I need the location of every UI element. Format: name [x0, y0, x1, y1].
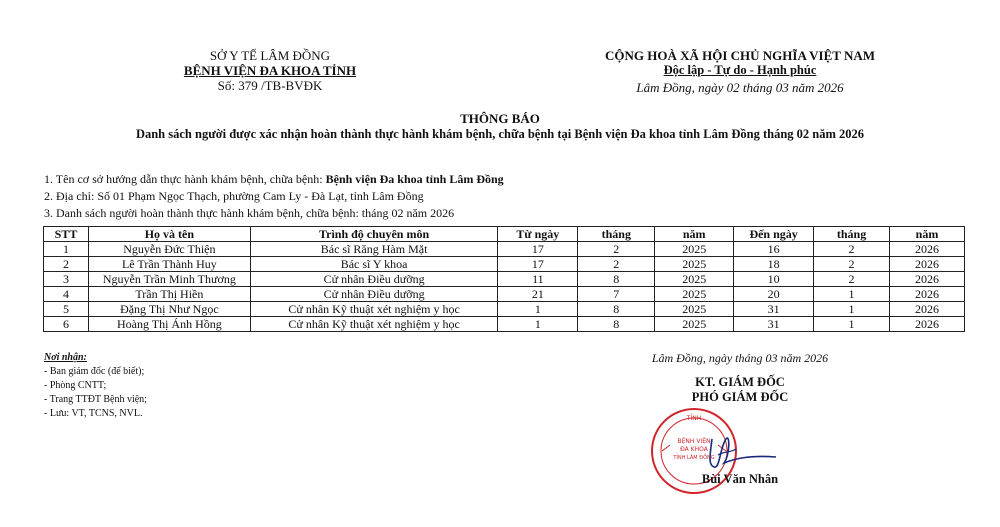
table-row — [44, 302, 965, 317]
table-cell: 2 — [578, 242, 655, 257]
table-cell: Cử nhân Điều dưỡng — [250, 287, 498, 302]
stamp-line-3: TỈNH LÂM ĐỒNG — [673, 455, 715, 461]
column-header: năm — [655, 227, 734, 242]
recipient-item: - Lưu: VT, TCNS, NVL. — [44, 408, 143, 419]
stamp-line-2: ĐA KHOA — [680, 446, 708, 453]
stamp-line-1: BỆNH VIỆN — [677, 438, 711, 445]
info-line-1-label: 1. Tên cơ sở hướng dẫn thực hành khám bệnh, chữa bệnh: — [44, 172, 326, 186]
table-header-row — [44, 227, 965, 242]
header-left — [140, 48, 400, 93]
info-line-1 — [44, 172, 504, 187]
table-cell: 2026 — [889, 317, 964, 332]
table-cell: Nguyễn Trần Minh Thương — [88, 272, 250, 287]
page-title: THÔNG BÁO — [460, 111, 540, 126]
table-cell: 31 — [734, 302, 814, 317]
signature-place-date: Lâm Đồng, ngày tháng 03 năm 2026 — [651, 351, 829, 365]
table-cell: 2026 — [889, 257, 964, 272]
table-cell: 2025 — [655, 257, 734, 272]
table-cell: Đặng Thị Như Ngọc — [88, 302, 250, 317]
table-cell: 1 — [814, 287, 890, 302]
table-cell: Hoàng Thị Ánh Hồng — [88, 317, 250, 332]
column-header: Từ ngày — [498, 227, 578, 242]
table-cell: 2026 — [889, 272, 964, 287]
recipients-block — [44, 351, 147, 421]
table-row — [44, 287, 965, 302]
national-title: CỘNG HOÀ XÃ HỘI CHỦ NGHĨA VIỆT NAM — [604, 48, 876, 63]
table-cell: 2025 — [655, 242, 734, 257]
table-cell: 2 — [814, 242, 890, 257]
table-cell: 18 — [734, 257, 814, 272]
info-line-2: 2. Địa chỉ: Số 01 Phạm Ngọc Thạch, phường Cam Ly - Đà Lạt, tỉnh Lâm Đồng — [44, 189, 424, 203]
department-name: SỞ Y TẾ LÂM ĐỒNG — [209, 48, 331, 63]
table-cell: 8 — [578, 272, 655, 287]
signature-title-line-1: KT. GIÁM ĐỐC — [695, 375, 785, 389]
column-header: Họ và tên — [88, 227, 250, 242]
column-header: Trình độ chuyên môn — [250, 227, 498, 242]
table-cell: 4 — [44, 287, 89, 302]
place-date: Lâm Đồng, ngày 02 tháng 03 năm 2026 — [636, 80, 844, 95]
document-number: Số: 379 /TB-BVĐK — [217, 78, 323, 93]
column-header: Đến ngày — [734, 227, 814, 242]
table-row — [44, 242, 965, 257]
page-subtitle: Danh sách người được xác nhận hoàn thành thực hành khám bệnh, chữa bệnh tại Bệnh viện Đa khoa tỉnh Lâm Đồng tháng 02 năm 2026 — [135, 127, 865, 141]
table-cell: Cử nhân Điều dưỡng — [250, 272, 498, 287]
table-cell: Trần Thị Hiền — [88, 287, 250, 302]
table-cell: 11 — [498, 272, 578, 287]
signature-title — [620, 375, 860, 405]
table-cell: 2025 — [655, 317, 734, 332]
table-cell: 16 — [734, 242, 814, 257]
table-cell: 8 — [578, 302, 655, 317]
table-row — [44, 257, 965, 272]
table-cell: Lê Trần Thành Huy — [88, 257, 250, 272]
table-cell: Bác sĩ Y khoa — [250, 257, 498, 272]
recipient-item: - Trang TTĐT Bệnh viện; — [44, 394, 147, 405]
table-cell: 2026 — [889, 287, 964, 302]
table-cell: Bác sĩ Răng Hàm Mặt — [250, 242, 498, 257]
table-cell: 1 — [814, 317, 890, 332]
handwritten-signature-icon — [690, 425, 780, 475]
table-cell: 20 — [734, 287, 814, 302]
table-cell: Cử nhân Kỹ thuật xét nghiệm y học — [250, 317, 498, 332]
signature-title-line-2: PHÓ GIÁM ĐỐC — [691, 390, 789, 404]
table-cell: 31 — [734, 317, 814, 332]
facility-name: Bệnh viện Đa khoa tỉnh Lâm Đồng — [325, 172, 504, 186]
table-row — [44, 317, 965, 332]
table-cell: 1 — [498, 317, 578, 332]
table-cell: 2025 — [655, 302, 734, 317]
completion-table — [43, 226, 965, 332]
column-header: STT — [44, 227, 89, 242]
table-cell: 10 — [734, 272, 814, 287]
table-cell: 2026 — [889, 242, 964, 257]
table-cell: 3 — [44, 272, 89, 287]
table-cell: 8 — [578, 317, 655, 332]
recipient-item: - Phòng CNTT; — [44, 380, 107, 391]
table-cell: Nguyễn Đức Thiện — [88, 242, 250, 257]
column-header: năm — [889, 227, 964, 242]
recipient-item: - Ban giám đốc (để biết); — [44, 366, 145, 377]
table-cell: 6 — [44, 317, 89, 332]
column-header: tháng — [814, 227, 890, 242]
table-cell: 1 — [498, 302, 578, 317]
signer-name: Bùi Văn Nhân — [701, 472, 779, 486]
table-cell: 2 — [814, 257, 890, 272]
table-cell: 1 — [814, 302, 890, 317]
column-header: tháng — [578, 227, 655, 242]
table-cell: 7 — [578, 287, 655, 302]
table-cell: 2025 — [655, 287, 734, 302]
table-cell: 21 — [498, 287, 578, 302]
table-cell: 2025 — [655, 272, 734, 287]
national-motto: Độc lập - Tự do - Hạnh phúc — [663, 63, 817, 77]
table-cell: 2026 — [889, 302, 964, 317]
table-cell: 17 — [498, 257, 578, 272]
table-cell: 2 — [578, 257, 655, 272]
table-cell: 2 — [44, 257, 89, 272]
table-cell: 17 — [498, 242, 578, 257]
recipients-heading: Nơi nhận: — [44, 352, 87, 363]
stamp-top-text: TỈNH — [686, 415, 702, 422]
table-cell: 1 — [44, 242, 89, 257]
table-cell: 2 — [814, 272, 890, 287]
info-line-3: 3. Danh sách người hoàn thành thực hành khám bệnh, chữa bệnh: tháng 02 năm 2026 — [44, 206, 455, 220]
table-row — [44, 272, 965, 287]
hospital-name: BỆNH VIỆN ĐA KHOA TỈNH — [183, 63, 357, 78]
table-cell: 5 — [44, 302, 89, 317]
table-cell: Cử nhân Kỹ thuật xét nghiệm y học — [250, 302, 498, 317]
header-right — [560, 48, 920, 95]
